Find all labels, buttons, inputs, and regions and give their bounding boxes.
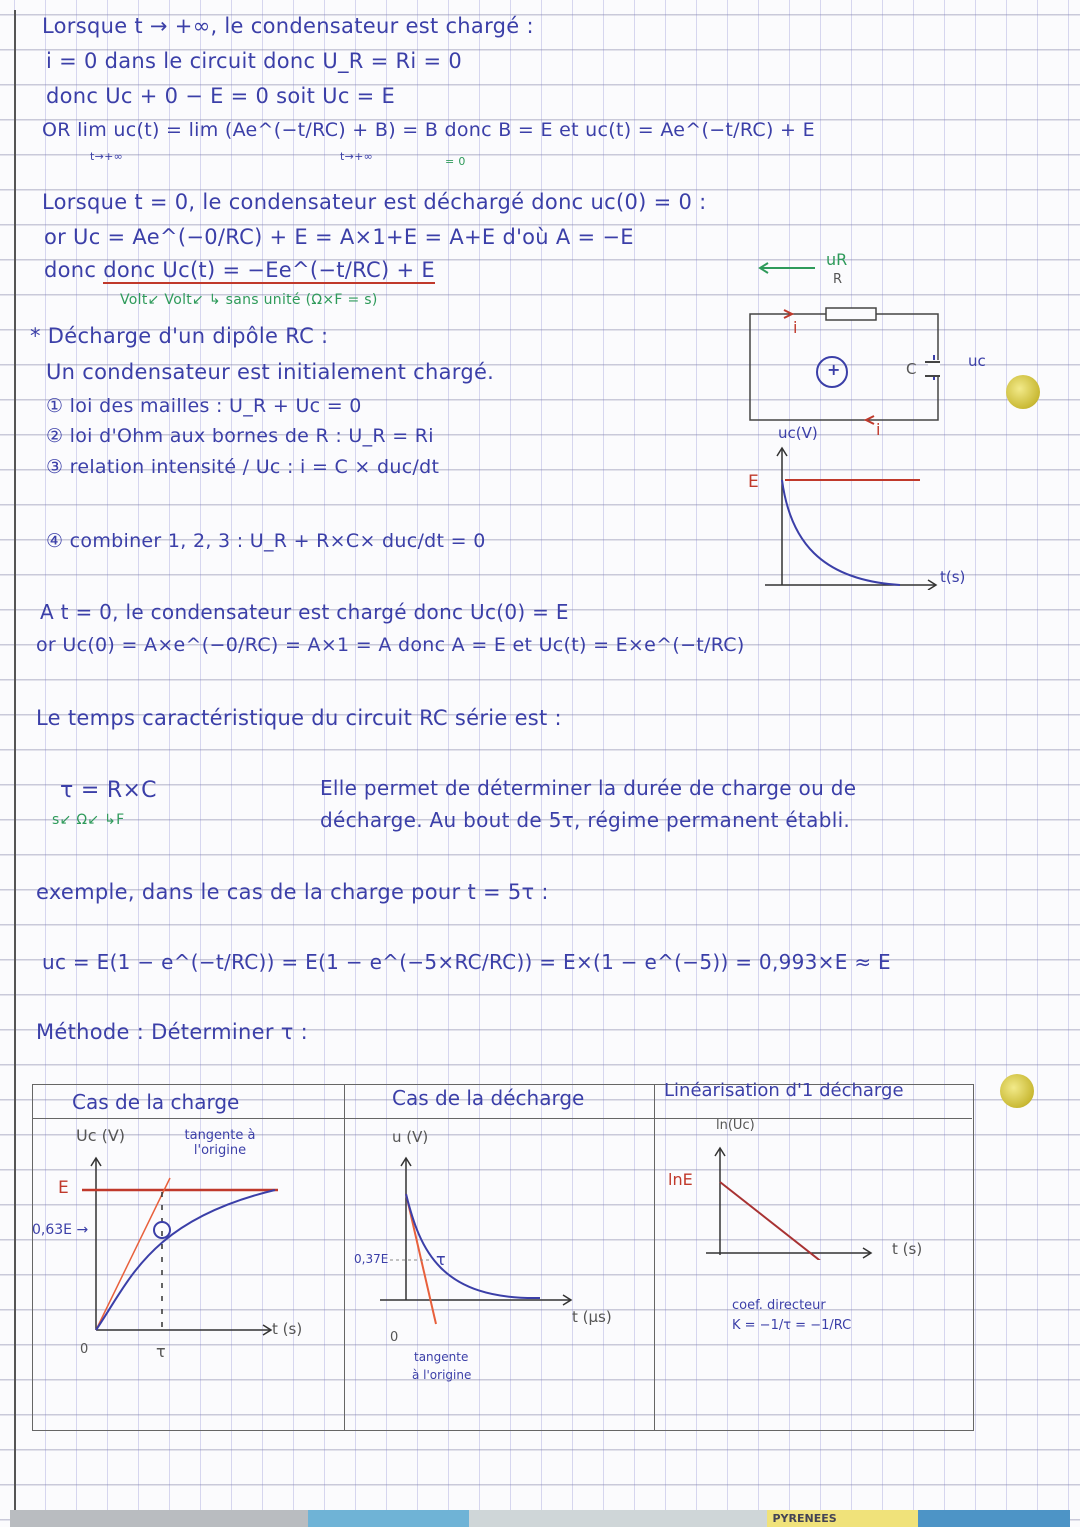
text-line: Le temps caractéristique du circuit RC série est : — [36, 706, 562, 730]
page-margin-line — [14, 10, 16, 1510]
y-axis-label: uc(V) — [778, 424, 818, 442]
text-line: Elle permet de déterminer la durée de charge ou de — [320, 776, 857, 800]
e-level-label: E — [748, 472, 759, 492]
text-line: ④ combiner 1, 2, 3 : U_R + R×C× duc/dt = 0 — [46, 530, 486, 552]
x-axis-label: t (s) — [892, 1240, 923, 1258]
binder-tabs — [10, 1510, 1070, 1527]
column-divider — [344, 1084, 345, 1431]
text-line: ② loi d'Ohm aux bornes de R : U_R = Ri — [46, 425, 434, 447]
tau-formula: τ = R×C — [60, 778, 157, 803]
text-line: donc Uc + 0 − E = 0 soit Uc = E — [46, 84, 396, 108]
binder-tab — [308, 1510, 469, 1527]
y-axis-label: u (V) — [392, 1128, 429, 1146]
text-line: i = 0 dans le circuit donc U_R = Ri = 0 — [46, 49, 463, 73]
slope-formula: K = −1/τ = −1/RC — [732, 1318, 852, 1333]
resistor-label: R — [833, 272, 843, 287]
column-header-decharge: Cas de la décharge — [392, 1086, 585, 1110]
binder-tab — [469, 1510, 767, 1527]
limit-subscript: t→+∞ — [90, 150, 124, 163]
y-axis-label: ln(Uc) — [716, 1118, 755, 1133]
063e-marker-label: 0,63E → — [32, 1222, 89, 1238]
discharge-curve-chart — [760, 440, 960, 590]
text-line: décharge. Au bout de 5τ, régime permanent établi. — [320, 808, 851, 832]
column-header-charge: Cas de la charge — [72, 1090, 240, 1114]
zero-annotation: = 0 — [445, 155, 466, 168]
text-line: A t = 0, le condensateur est chargé donc Uc(0) = E — [40, 600, 569, 624]
e-level-label: E — [58, 1178, 69, 1198]
lne-label: lnE — [668, 1170, 693, 1189]
text-line: Lorsque t = 0, le condensateur est déchargé donc uc(0) = 0 : — [42, 190, 707, 214]
ur-label: uR — [826, 250, 848, 269]
current-label: i — [793, 318, 798, 337]
text-line: Lorsque t → +∞, le condensateur est chargé : — [42, 14, 534, 38]
text-prefix: donc — [44, 258, 104, 282]
current-label: i — [876, 420, 881, 439]
tangent-label: tangente — [414, 1350, 469, 1364]
origin-label: 0 — [80, 1342, 89, 1357]
tau-label: τ — [436, 1250, 446, 1269]
tau-units: s↙ Ω↙ ↳F — [52, 812, 125, 828]
tennis-ball-sticker — [1000, 1074, 1034, 1108]
tangent-label: à l'origine — [412, 1368, 472, 1382]
text-line: or Uc(0) = A×e^(−0/RC) = A×1 = A donc A = E et Uc(t) = E×e^(−t/RC) — [36, 634, 745, 656]
limit-subscript: t→+∞ — [340, 150, 374, 163]
linearisation-line-extension — [700, 1140, 950, 1310]
binder-tab-pyrenees: PYRENEES — [767, 1510, 919, 1527]
uc-voltage-label: uc — [968, 352, 986, 370]
loop-direction-icon: + — [827, 360, 841, 379]
x-axis-label: t(s) — [940, 568, 966, 586]
origin-label: 0 — [390, 1330, 399, 1345]
slope-label: coef. directeur — [732, 1298, 826, 1313]
x-axis-label: t (s) — [272, 1320, 303, 1338]
text-line — [44, 258, 435, 282]
section-title: * Décharge d'un dipôle RC : — [30, 324, 329, 348]
tennis-ball-sticker — [1006, 375, 1040, 409]
unit-notes: Volt↙ Volt↙ ↳ sans unité (Ω×F = s) — [120, 292, 378, 308]
binder-tab — [918, 1510, 1070, 1527]
tangent-label: tangente à l'origine — [184, 1128, 256, 1158]
text-line: ③ relation intensité / Uc : i = C × duc/dt — [46, 456, 440, 478]
037e-marker-label: 0,37E — [354, 1252, 389, 1266]
column-header-linearisation: Linéarisation d'1 décharge — [664, 1080, 904, 1101]
decharge-chart — [360, 1150, 660, 1330]
example-formula: uc = E(1 − e^(−t/RC)) = E(1 − e^(−5×RC/RC)) = E×(1 − e^(−5)) = 0,993×E ≈ E — [42, 950, 891, 974]
charge-chart — [40, 1150, 340, 1340]
binder-tab — [10, 1510, 308, 1527]
text-line: OR lim uc(t) = lim (Ae^(−t/RC) + B) = B donc B = E et uc(t) = Ae^(−t/RC) + E — [42, 119, 815, 141]
method-title: Méthode : Déterminer τ : — [36, 1020, 309, 1044]
text-line: exemple, dans le cas de la charge pour t = 5τ : — [36, 880, 549, 904]
capacitor-label: C — [906, 360, 917, 378]
text-line: ① loi des mailles : U_R + Uc = 0 — [46, 395, 362, 417]
text-line: or Uc = Ae^(−0/RC) + E = A×1+E = A+E d'où A = −E — [44, 225, 634, 249]
tau-label: τ — [156, 1342, 166, 1361]
text-line: Un condensateur est initialement chargé. — [46, 360, 495, 384]
x-axis-label: t (µs) — [572, 1308, 612, 1326]
result-formula: donc Uc(t) = −Ee^(−t/RC) + E — [103, 258, 435, 282]
y-axis-label: Uc (V) — [76, 1126, 126, 1145]
